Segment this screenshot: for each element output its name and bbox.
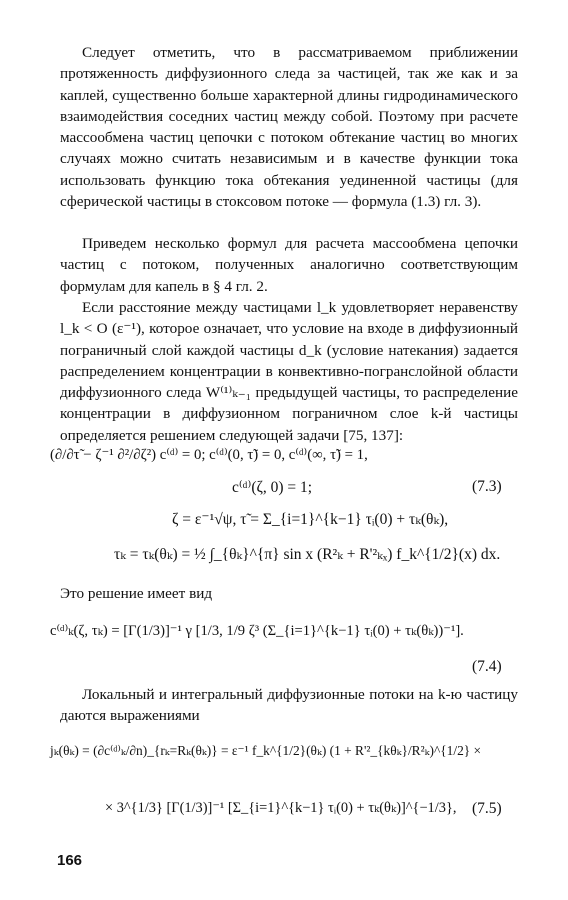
equation-7-5-number: (7.5) — [472, 800, 502, 817]
paragraph-2 — [60, 233, 518, 297]
equation-7-5-line-2: × 3^{1/3} [Γ(1/3)]⁻¹ [Σ_{i=1}^{k−1} τᵢ(0) + τₖ(θₖ)]^{−1/3}, — [105, 800, 457, 816]
paragraph-4-text: Это решение имеет вид — [60, 585, 213, 602]
equation-7-3-line-2: c⁽ᵈ⁾(ζ, 0) = 1; — [232, 479, 313, 496]
paragraph-1-text: Следует отметить, что в рассматриваемом приближении протяженность диффузионного следа за частицей, так же как и за каплей, существенно больше характерной длины гидродинамического взаимодействия соседних частиц между собой. Поэтому при расчете массообмена частиц цепочки с потоком обтекание частиц во многих случаях можно считать независимым и в качестве функции тока использовать функцию тока обтекания уединенной частицы (для сферической частицы в стоксовом потоке — формула (1.3) гл. 3). — [60, 44, 518, 211]
paragraph-4 — [60, 583, 518, 604]
equation-7-3-line-4: τₖ = τₖ(θₖ) = ½ ∫_{θₖ}^{π} sin x (R²ₖ + R'²ₖₓ) f_k^{1/2}(x) dx. — [114, 546, 501, 563]
paragraph-5-text: Локальный и интегральный диффузионные потоки на k-ю частицу даются выражениями — [60, 686, 518, 725]
equation-7-3-number: (7.3) — [472, 478, 502, 495]
paragraph-2-text: Приведем несколько формул для расчета массообмена цепочки частиц с потоком, полученных аналогично соответствующим формулам для капель в § 4 гл. 2. — [60, 235, 518, 295]
equation-7-3-line-3: ζ = ε⁻¹√ψ, τ̃ = Σ_{i=1}^{k−1} τᵢ(0) + τₖ(θₖ), — [172, 511, 449, 528]
paragraph-1 — [60, 42, 518, 212]
equation-7-3-line-1: (∂/∂τ̃ − ζ⁻¹ ∂²/∂ζ²) c⁽ᵈ⁾ = 0; c⁽ᵈ⁾(0, τ̃) = 0, c⁽ᵈ⁾(∞, τ̃) = 1, — [50, 447, 368, 463]
paragraph-3 — [60, 297, 518, 446]
page-number: 166 — [57, 852, 83, 869]
equation-7-4-number: (7.4) — [472, 658, 502, 675]
equation-7-5-line-1: jₖ(θₖ) = (∂c⁽ᵈ⁾ₖ/∂n)_{rₖ=Rₖ(θₖ)} = ε⁻¹ f_k^{1/2}(θₖ) (1 + R'²_{kθₖ}/R²ₖ)^{1/2} × — [50, 743, 482, 758]
paragraph-3-text: Если расстояние между частицами l_k удовлетворяет неравенству l_k < O (ε⁻¹), которое означает, что условие на входе в диффузионный пограничный слой каждой частицы d_k (условие натекания) задается распределением концентрации в конвективно-погранслойной области диффузионного следа W⁽¹⁾ₖ₋₁ предыдущей частицы, то распределение концентрации в диффузионном пограничном слое k-й частицы определяется решением следующей задачи [75, 137]: — [60, 299, 518, 444]
paragraph-5 — [60, 684, 518, 727]
equation-7-4-line-1: c⁽ᵈ⁾ₖ(ζ, τₖ) = [Γ(1/3)]⁻¹ γ [1/3, 1/9 ζ³ (Σ_{i=1}^{k−1} τᵢ(0) + τₖ(θₖ))⁻¹]. — [50, 623, 464, 639]
